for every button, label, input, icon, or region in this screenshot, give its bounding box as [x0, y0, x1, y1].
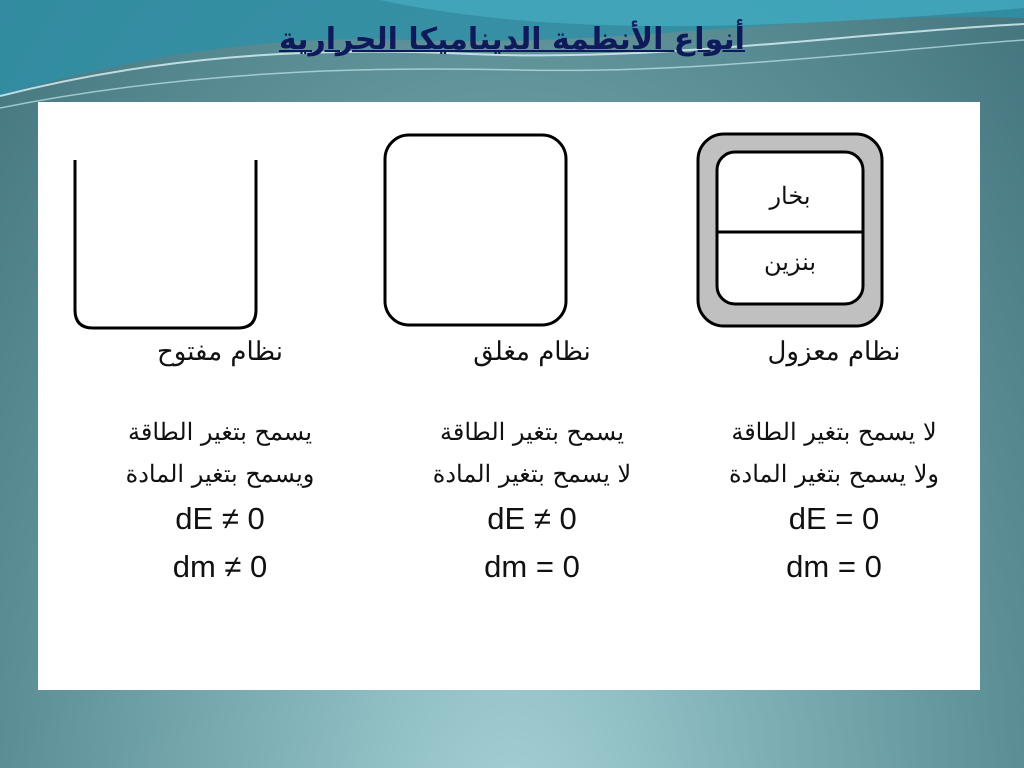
vapor-label: بخار — [769, 182, 811, 210]
isolated-system-column — [684, 337, 984, 591]
isolated-system-inner-container — [717, 152, 863, 304]
open-system-matter-rule: ويسمح بتغير المادة — [125, 460, 315, 488]
closed-system-energy-rule: يسمح بتغير الطاقة — [439, 418, 625, 446]
open-system-name: نظام مفتوح — [157, 337, 283, 367]
slide-title — [0, 22, 1024, 57]
open-system-energy-equation: dE ≠ 0 — [175, 501, 265, 536]
gasoline-label: بنزين — [763, 248, 817, 276]
isolated-system-energy-rule: لا يسمح بتغير الطاقة — [731, 418, 937, 446]
open-system-energy-rule: يسمح بتغير الطاقة — [127, 418, 313, 446]
isolated-system-matter-rule: ولا يسمح بتغير المادة — [728, 460, 940, 488]
closed-system-matter-equation: dm = 0 — [484, 549, 580, 584]
open-system-container — [75, 160, 256, 328]
open-system-matter-equation: dm ≠ 0 — [172, 549, 268, 584]
content-panel — [38, 102, 980, 690]
closed-system-column — [382, 337, 682, 591]
open-system-column — [70, 337, 370, 591]
closed-system-name: نظام مغلق — [473, 337, 591, 367]
closed-system-energy-equation: dE ≠ 0 — [487, 501, 577, 536]
slide-title-text: أنواع الأنظمة الديناميكا الحرارية — [279, 22, 745, 57]
isolated-system-name: نظام معزول — [767, 337, 901, 367]
closed-system-container — [385, 135, 566, 325]
isolated-system-matter-equation: dm = 0 — [786, 549, 882, 584]
isolated-system-energy-equation: dE = 0 — [788, 501, 880, 536]
closed-system-matter-rule: لا يسمح بتغير المادة — [432, 460, 632, 488]
